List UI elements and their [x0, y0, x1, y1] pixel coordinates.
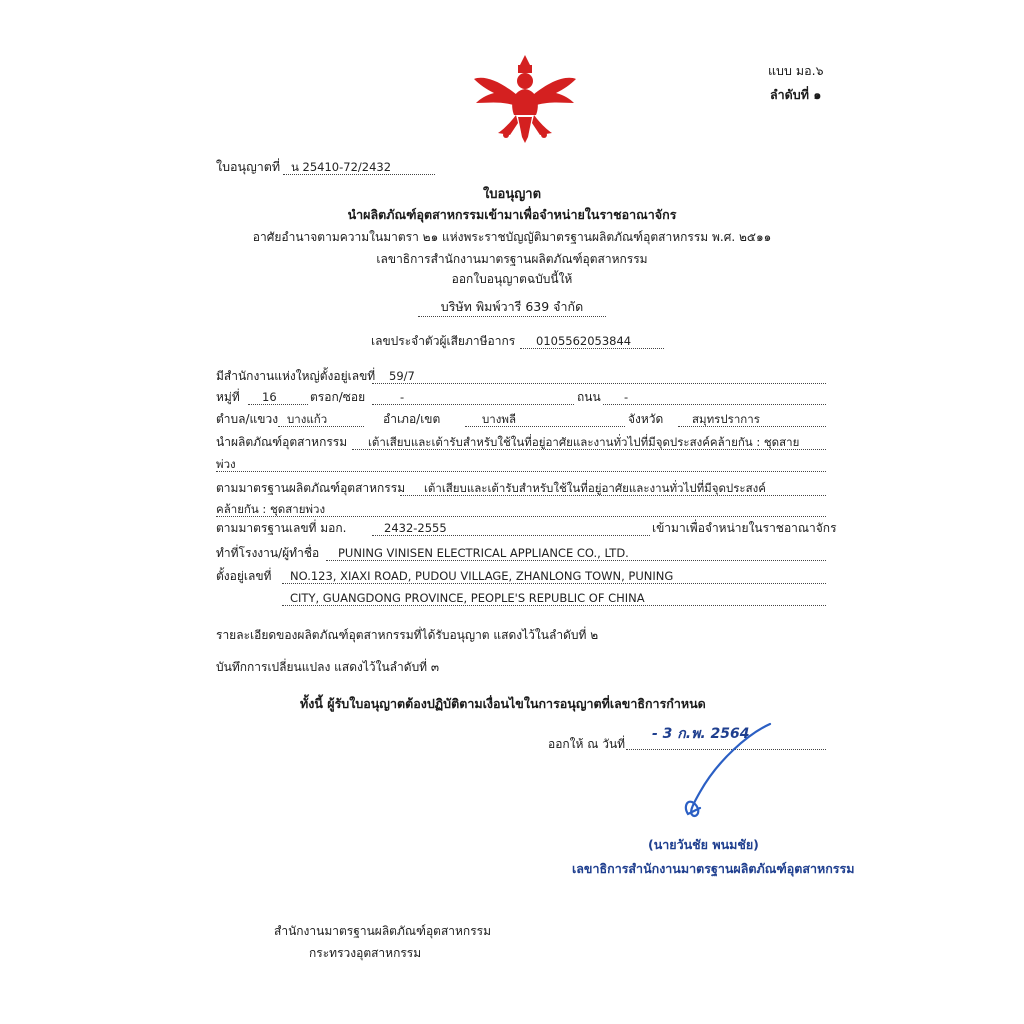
factory-address-underline2: [282, 605, 826, 606]
factory-address-line1: NO.123, XIAXI ROAD, PUDOU VILLAGE, ZHANLONG TOWN, PUNING: [290, 569, 674, 583]
condition-note: ทั้งนี้ ผู้รับใบอนุญาตต้องปฏิบัติตามเงื่อนไขในการอนุญาตที่เลขาธิการกำหนด: [300, 696, 706, 711]
issue-date-label: ออกให้ ณ วันที่: [548, 737, 626, 751]
moo-label: หมู่ที่: [216, 390, 240, 404]
import-value-line1: เต้าเสียบและเต้ารับสำหรับใช้ในที่อยู่อาศัยและงานทั่วไปที่มีจุดประสงค์คล้ายกัน : ชุดสาย: [368, 435, 800, 449]
soi-value: -: [400, 390, 405, 404]
changes-note: บันทึกการเปลี่ยนแปลง แสดงไว้ในลำดับที่ ๓: [216, 660, 440, 674]
district-value: บางพลี: [482, 412, 517, 426]
subdistrict-value: บางแก้ว: [287, 412, 328, 426]
form-code: แบบ มอ.๖: [768, 63, 824, 78]
standard-value-line2: คล้ายกัน : ชุดสายพ่วง: [216, 502, 326, 516]
import-line1: [352, 449, 826, 450]
authority-line: อาศัยอำนาจตามความในมาตรา ๒๑ แห่งพระราชบัญญัติมาตรฐานผลิตภัณฑ์อุตสาหกรรม พ.ศ. ๒๕๑๑: [252, 230, 772, 244]
factory-name: PUNING VINISEN ELECTRICAL APPLIANCE CO., LTD.: [338, 546, 629, 560]
company-name: บริษัท พิมพ์วารี 639 จำกัด: [440, 299, 584, 314]
signatory-name: (นายวันชัย พนมชัย): [648, 837, 759, 852]
subdistrict-line: [278, 426, 364, 427]
import-label: นำผลิตภัณฑ์อุตสาหกรรม: [216, 435, 348, 449]
factory-address-line2: CITY, GUANGDONG PROVINCE, PEOPLE'S REPUBLIC OF CHINA: [290, 591, 645, 605]
signature: [670, 720, 790, 830]
factory-label: ทำที่โรงงาน/ผู้ทำชื่อ: [216, 546, 320, 560]
soi-line: [372, 404, 574, 405]
issue-date-stamp: - 3 ก.พ. 2564: [652, 726, 750, 742]
standard-no-value: 2432-2555: [384, 521, 447, 535]
factory-address-underline1: [282, 583, 826, 584]
office-label: มีสำนักงานแห่งใหญ่ตั้งอยู่เลขที่: [216, 369, 376, 383]
road-line: [603, 404, 826, 405]
standard-no-line: [372, 535, 650, 536]
doc-title: ใบอนุญาต: [482, 187, 542, 202]
license-number-line: [283, 174, 435, 175]
office-line: [372, 383, 826, 384]
import-line2: [216, 471, 826, 472]
issue-line: ออกใบอนุญาตฉบับนี้ให้: [451, 272, 573, 286]
standard-line1: [400, 495, 826, 496]
signatory-title: เลขาธิการสำนักงานมาตรฐานผลิตภัณฑ์อุตสาหกรรม: [572, 861, 855, 876]
subdistrict-label: ตำบล/แขวง: [216, 412, 279, 426]
road-label: ถนน: [577, 390, 601, 404]
province-label: จังหวัด: [628, 412, 664, 426]
factory-line: [326, 560, 826, 561]
garuda-emblem: [470, 55, 580, 145]
district-label: อำเภอ/เขต: [383, 412, 441, 426]
standard-label: ตามมาตรฐานผลิตภัณฑ์อุตสาหกรรม: [216, 481, 406, 495]
standard-line2: [216, 516, 826, 517]
soi-label: ตรอก/ซอย: [310, 390, 366, 404]
footer-ministry: กระทรวงอุตสาหกรรม: [309, 946, 422, 960]
district-line: [465, 426, 625, 427]
license-number-label: ใบอนุญาตที่: [216, 159, 281, 174]
moo-value: 16: [262, 390, 277, 404]
province-line: [678, 426, 826, 427]
footer-organization: สำนักงานมาตรฐานผลิตภัณฑ์อุตสาหกรรม: [274, 924, 492, 938]
import-suffix: เข้ามาเพื่อจำหน่ายในราชอาณาจักร: [652, 521, 837, 535]
road-value: -: [624, 390, 629, 404]
doc-subtitle: นำผลิตภัณฑ์อุตสาหกรรมเข้ามาเพื่อจำหน่ายในราชอาณาจักร: [347, 207, 677, 222]
secretary-line: เลขาธิการสำนักงานมาตรฐานผลิตภัณฑ์อุตสาหกรรม: [376, 252, 648, 266]
company-line: [418, 316, 606, 317]
standard-no-label: ตามมาตรฐานเลขที่ มอก.: [216, 521, 347, 535]
import-value-line2: พ่วง: [216, 457, 236, 471]
moo-line: [248, 404, 308, 405]
office-number: 59/7: [389, 369, 415, 383]
tax-id-label: เลขประจำตัวผู้เสียภาษีอากร: [371, 334, 516, 348]
license-number-value: น 25410-72/2432: [291, 160, 392, 174]
province-value: สมุทรปราการ: [692, 412, 760, 426]
tax-id-line: [520, 348, 664, 349]
factory-address-label: ตั้งอยู่เลขที่: [216, 569, 272, 583]
details-note: รายละเอียดของผลิตภัณฑ์อุตสาหกรรมที่ได้รับอนุญาต แสดงไว้ในลำดับที่ ๒: [216, 628, 599, 642]
sequence-number: ลำดับที่ ๑: [770, 87, 822, 102]
tax-id-value: 0105562053844: [536, 334, 632, 348]
standard-value-line1: เต้าเสียบและเต้ารับสำหรับใช้ในที่อยู่อาศัยและงานทั่วไปที่มีจุดประสงค์: [424, 481, 766, 495]
